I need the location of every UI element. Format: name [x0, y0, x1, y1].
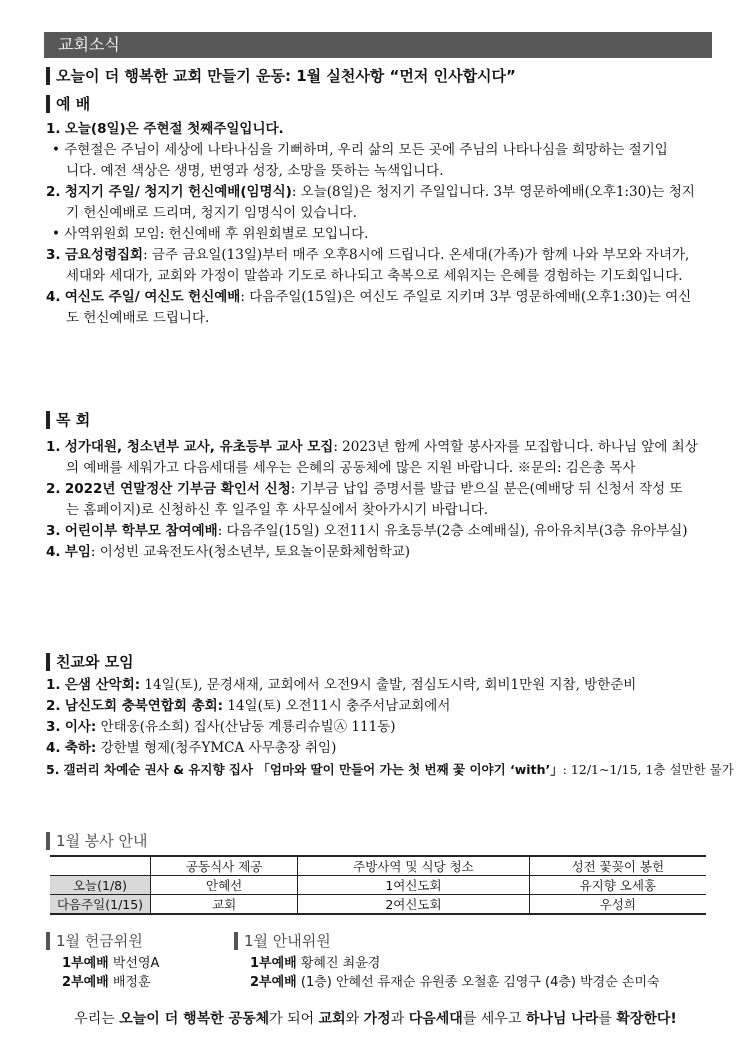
motto-emphasis: 교회	[318, 1011, 346, 1027]
ministry-item-1	[46, 437, 714, 458]
item-number: 1.	[46, 439, 61, 455]
motto-text: 를	[598, 1011, 617, 1027]
fellowship-item-5	[46, 759, 734, 780]
item-text-cont: 의 예배를 세워가고 다음세대를 세우는 은혜의 공동체에 많은 지원 바랍니다. ※문의: 김은총 목사	[66, 460, 636, 476]
table-cell: 2여신도회	[298, 895, 529, 915]
fellowship-item-4	[46, 738, 714, 759]
item-label: 여신도 주일/ 여신도 헌신예배	[64, 289, 241, 305]
service-table	[50, 855, 706, 915]
item-label: 남신도회 충북연합회 총회:	[64, 698, 224, 714]
motto-text: 를 세우고	[462, 1011, 526, 1027]
table-header-cell: 성전 꽃꽂이 봉헌	[529, 856, 706, 876]
duty-label: 1부예배	[250, 956, 297, 971]
item-text: : 이성빈 교육전도사(청소년부, 토요놀이문화체험학교)	[90, 544, 411, 560]
motto-emphasis: 확장한다!	[616, 1011, 677, 1027]
duty-names: (1층) 안혜선 류재순 유원종 오철훈 김영구 (4층) 박경순 손미숙	[296, 975, 660, 990]
bullet-text: 주현절은 주님이 세상에 나타나심을 기뻐하며, 우리 삶의 모든 곳에 주님의 나타나심을 희망하는 절기입	[64, 142, 668, 158]
motto-emphasis: 다음세대	[408, 1011, 463, 1027]
item-text: : 다음주일(15일) 오전11시 유초등부(2층 소예배실), 유아유치부(3층 유아부실)	[217, 523, 688, 539]
item-text-cont: 는 홈페이지)로 신청하신 후 일주일 후 사무실에서 찾아가시기 바랍니다.	[66, 502, 489, 518]
motto-emphasis: 오늘이 더 행복한 공동체	[119, 1011, 270, 1027]
motto-emphasis: 가정	[363, 1011, 391, 1027]
item-label: 청지기 주일/ 청지기 헌신예배(임명식)	[64, 184, 292, 200]
ministry-item-3	[46, 521, 714, 542]
fellowship-title: 친교와 모임	[46, 653, 714, 671]
item-text: : 다음주일(15일)은 여신도 주일로 지키며 3부 영문하예배(오후1:30)는 여신	[240, 289, 692, 305]
service-title: 1월 봉사 안내	[46, 832, 714, 850]
ushers-section	[234, 932, 714, 992]
table-row-header: 오늘(1/8)	[50, 876, 151, 895]
item-text: : 2023년 함께 사역할 봉사자를 모집합니다. 하나님 앞에 최상	[333, 439, 698, 455]
motto-text: 과	[390, 1011, 409, 1027]
item-number: 4.	[46, 544, 61, 560]
ministry-item-2	[46, 479, 714, 500]
motto-text: 와	[345, 1011, 364, 1027]
table-cell: 교회	[151, 895, 298, 915]
table-header-cell	[50, 856, 151, 876]
table-header-cell: 공동식사 제공	[151, 856, 298, 876]
section-header: 교회소식	[44, 32, 712, 58]
offering-section	[46, 932, 226, 992]
item-text: : 12/1~1/15, 1층 설만한 물가	[562, 762, 734, 777]
item-number: 4.	[46, 740, 61, 756]
footer-motto	[0, 1008, 751, 1028]
item-label: 성가대원, 청소년부 교사, 유초등부 교사 모집	[64, 439, 334, 455]
item-text: : 오늘(8일)은 청지기 주일입니다. 3부 영문하예배(오후1:30)는 청지	[291, 184, 695, 200]
item-label: 이사:	[64, 719, 97, 735]
worship-item-4	[46, 287, 714, 308]
duty-names: 박선영A	[108, 956, 160, 971]
motto-text: 가 되어	[269, 1011, 319, 1027]
item-number: 4.	[46, 289, 61, 305]
table-row	[50, 876, 706, 895]
item-label: 어린이부 학부모 참여예배	[64, 523, 218, 539]
item-label: 은샘 산악회:	[64, 677, 141, 693]
item-label: 오늘(8일)은 주현절 첫째주일입니다.	[64, 121, 284, 137]
item-label: 갤러리 차예순 권사 & 유지향 집사 「엄마와 딸이 만들어 가는 첫 번째 꽃 이야기 ‘with’」	[63, 762, 563, 777]
worship-title: 예 배	[46, 95, 714, 113]
item-text: 14일(토) 오전11시 충주서남교회에서	[223, 698, 451, 714]
item-number: 1.	[46, 121, 61, 137]
offering-line-1	[46, 954, 226, 973]
item-label: 금요성령집회	[64, 247, 144, 263]
item-text-cont: 도 헌신예배로 드립니다.	[66, 310, 210, 326]
worship-section	[46, 95, 714, 329]
duty-label: 2부예배	[250, 975, 297, 990]
item-label: 축하:	[64, 740, 97, 756]
item-number: 3.	[46, 523, 61, 539]
table-header-cell: 주방사역 및 식당 청소	[298, 856, 529, 876]
service-section	[46, 832, 714, 850]
item-label: 부임	[64, 544, 91, 560]
worship-bullet-1: • 주현절은 주님이 세상에 나타나심을 기뻐하며, 우리 삶의 모든 곳에 주님의 나타나심을 희망하는 절기입 니다. 예전 색상은 생명, 번영과 성장, 소망을 뜻하는 녹색입니다.	[46, 140, 714, 182]
slogan-text: 오늘이 더 행복한 교회 만들기 운동: 1월 실천사항 “먼저 인사합시다”	[46, 67, 714, 85]
ushers-line-2	[234, 973, 714, 992]
item-text: 강한별 형제(청주YMCA 사무총장 취임)	[96, 740, 337, 756]
ushers-title: 1월 안내위원	[234, 932, 714, 950]
fellowship-item-1	[46, 675, 714, 696]
worship-bullet-2: • 사역위원회 모임: 헌신예배 후 위원회별로 모입니다.	[52, 226, 369, 242]
item-text-cont: 기 헌신예배로 드리며, 청지기 임명식이 있습니다.	[66, 205, 357, 221]
ushers-line-1	[234, 954, 714, 973]
item-number: 3.	[46, 247, 61, 263]
item-number: 2.	[46, 481, 61, 497]
ministry-title: 목 회	[46, 411, 714, 429]
item-number: 3.	[46, 719, 61, 735]
slogan	[46, 67, 714, 85]
item-text: : 기부금 납입 증명서를 발급 받으실 분은(예배당 뒤 신청서 작성 또	[290, 481, 683, 497]
table-header-row	[50, 856, 706, 876]
fellowship-section	[46, 653, 734, 780]
motto-emphasis: 하나님 나라	[525, 1011, 599, 1027]
item-number: 2.	[46, 184, 61, 200]
item-text: 안태웅(유소희) 집사(산남동 계룡리슈빌Ⓐ 111동)	[96, 719, 396, 735]
table-cell: 1여신도회	[298, 876, 529, 895]
offering-line-2	[46, 973, 226, 992]
motto-text: 우리는	[74, 1011, 120, 1027]
table-row	[50, 895, 706, 915]
duty-names: 황혜진 최윤경	[296, 956, 381, 971]
table-row-header: 다음주일(1/15)	[50, 895, 151, 915]
table-cell: 유지향 오세홍	[529, 876, 706, 895]
item-number: 5.	[46, 762, 60, 777]
worship-item-1	[46, 119, 714, 140]
fellowship-item-3	[46, 717, 714, 738]
duty-label: 1부예배	[62, 956, 109, 971]
table-cell: 우성희	[529, 895, 706, 915]
ministry-item-4	[46, 542, 714, 563]
worship-item-3	[46, 245, 714, 266]
worship-item-2	[46, 182, 714, 203]
item-number: 1.	[46, 677, 61, 693]
fellowship-item-2	[46, 696, 714, 717]
ministry-section	[46, 411, 714, 563]
bullet-text-cont: 니다. 예전 색상은 생명, 번영과 성장, 소망을 뜻하는 녹색입니다.	[66, 163, 444, 179]
duty-names: 배정훈	[108, 975, 151, 990]
item-text: 14일(토), 문경새재, 교회에서 오전9시 출발, 점심도시락, 회비1만원 지참, 방한준비	[140, 677, 637, 693]
offering-title: 1월 헌금위원	[46, 932, 226, 950]
item-number: 2.	[46, 698, 61, 714]
item-label: 2022년 연말정산 기부금 확인서 신청	[64, 481, 291, 497]
bullet-text: 사역위원회 모임: 헌신예배 후 위원회별로 모입니다.	[64, 226, 369, 242]
table-cell: 안혜선	[151, 876, 298, 895]
item-text: : 금주 금요일(13일)부터 매주 오후8시에 드립니다. 온세대(가족)가 함께 나와 부모와 자녀가,	[143, 247, 690, 263]
item-text-cont: 세대와 세대가, 교회와 가정이 말씀과 기도로 하나되고 축복으로 세워지는 은혜를 경험하는 기도회입니다.	[66, 268, 683, 284]
duty-label: 2부예배	[62, 975, 109, 990]
